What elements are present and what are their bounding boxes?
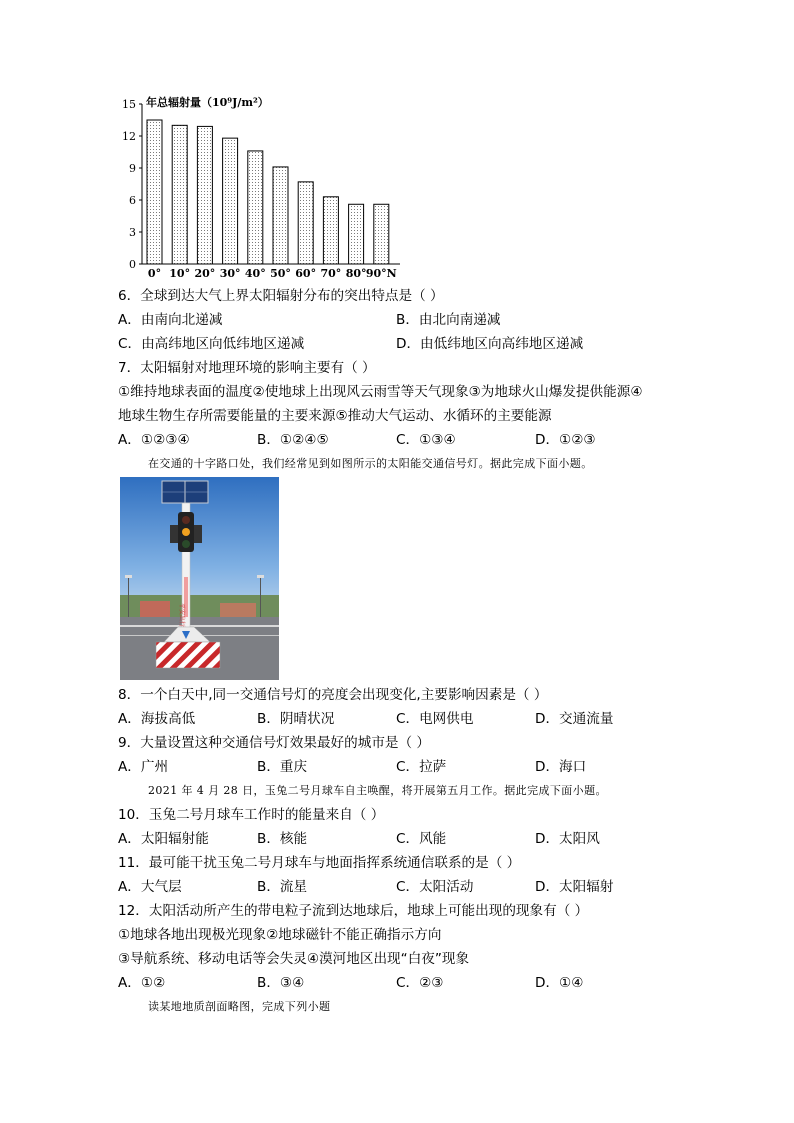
y-tick-label: 3 (129, 226, 136, 239)
solar-traffic-light-photo (120, 477, 279, 680)
y-tick-label: 15 (122, 98, 136, 111)
q11-stem: 11．最可能干扰玉兔二号月球车与地面指挥系统通信联系的是（ ） (118, 855, 521, 871)
q6-option-a[interactable]: A．由南向北递减 (118, 312, 223, 328)
q7-stem: 7．太阳辐射对地理环境的影响主要有（ ） (118, 360, 376, 376)
bar (248, 151, 263, 264)
q10-option-c[interactable]: C．风能 (396, 831, 447, 847)
q9-stem: 9．大量设置这种交通信号灯效果最好的城市是（ ） (118, 735, 431, 751)
pole-sign-text: 平安出行 (178, 603, 185, 628)
q7-statements-line1: ①维持地球表面的温度②使地球上出现风云雨雪等天气现象③为地球火山爆发提供能源④ (118, 384, 643, 400)
y-tick-label: 0 (129, 258, 136, 271)
q7-statements-line2: 地球生物生存所需要能量的主要来源⑤推动大气运动、水循环的主要能源 (118, 408, 552, 424)
x-tick-label: 70° (320, 267, 342, 280)
x-tick-label: 90°N (365, 267, 397, 280)
q10-stem: 10．玉兔二号月球车工作时的能量来自（ ） (118, 807, 385, 823)
bar (147, 120, 162, 264)
q9-option-a[interactable]: A．广州 (118, 759, 169, 775)
q12-option-c[interactable]: C．②③ (396, 975, 444, 991)
q10-option-d[interactable]: D．太阳风 (535, 831, 600, 847)
q12-option-b[interactable]: B．③④ (257, 975, 305, 991)
chart-bars (147, 120, 389, 264)
q8-stem: 8．一个白天中,同一交通信号灯的亮度会出现变化,主要影响因素是（ ） (118, 687, 548, 703)
intro-note-geology: 读某地地质剖面略图，完成下列小题 (148, 1000, 331, 1013)
q11-option-d[interactable]: D．太阳辐射 (535, 879, 614, 895)
q6-option-c[interactable]: C．由高纬地区向低纬地区递减 (118, 336, 305, 352)
q9-option-d[interactable]: D．海口 (535, 759, 587, 775)
q12-stem: 12．太阳活动所产生的带电粒子流到达地球后，地球上可能出现的现象有（ ） (118, 903, 589, 919)
y-tick-label: 6 (129, 194, 136, 207)
q9-option-b[interactable]: B．重庆 (257, 759, 308, 775)
x-tick-label: 20° (194, 267, 216, 280)
q8-option-c[interactable]: C．电网供电 (396, 711, 474, 727)
q6-option-b[interactable]: B．由北向南递减 (396, 312, 501, 328)
x-tick-label: 10° (169, 267, 191, 280)
radiation-bar-chart (110, 88, 410, 288)
q10-option-b[interactable]: B．核能 (257, 831, 308, 847)
bar (273, 167, 288, 264)
x-tick-label: 50° (270, 267, 291, 280)
chart-title: 年总辐射量（10⁹J/m²） (146, 96, 269, 109)
bar (349, 204, 364, 264)
y-tick-label: 12 (122, 130, 136, 143)
chart-x-ticks (148, 267, 397, 280)
intro-note-yutu: 2021 年 4 月 28 日，玉兔二号月球车自主唤醒，将开展第五月工作。据此完成下面小题。 (148, 784, 607, 797)
q12-statements-line1: ①地球各地出现极光现象②地球磁针不能正确指示方向 (118, 927, 442, 943)
q7-option-a[interactable]: A．①②③④ (118, 432, 190, 448)
bar (323, 197, 338, 264)
bar (197, 126, 212, 264)
q11-option-a[interactable]: A．大气层 (118, 879, 182, 895)
bar (172, 125, 187, 264)
q10-option-a[interactable]: A．太阳辐射能 (118, 831, 209, 847)
q12-option-d[interactable]: D．①④ (535, 975, 584, 991)
x-tick-label: 80° (345, 267, 367, 280)
q8-option-d[interactable]: D．交通流量 (535, 711, 614, 727)
x-tick-label: 0° (147, 267, 162, 280)
bar (223, 138, 238, 264)
q12-option-a[interactable]: A．①② (118, 975, 166, 991)
q7-option-d[interactable]: D．①②③ (535, 432, 596, 448)
q8-option-a[interactable]: A．海拔高低 (118, 711, 196, 727)
bar (298, 182, 313, 264)
q9-option-c[interactable]: C．拉萨 (396, 759, 447, 775)
x-tick-label: 30° (219, 267, 241, 280)
x-tick-label: 60° (295, 267, 317, 280)
x-tick-label: 40° (244, 267, 266, 280)
chart-y-ticks (122, 98, 142, 271)
intro-note-traffic-light: 在交通的十字路口处，我们经常见到如图所示的太阳能交通信号灯。据此完成下面小题。 (148, 457, 593, 470)
q6-stem: 6．全球到达大气上界太阳辐射分布的突出特点是（ ） (118, 288, 444, 304)
q6-option-d[interactable]: D．由低纬地区向高纬地区递减 (396, 336, 584, 352)
bar (374, 204, 389, 264)
q7-option-b[interactable]: B．①②④⑤ (257, 432, 329, 448)
q8-option-b[interactable]: B．阴晴状况 (257, 711, 335, 727)
q11-option-b[interactable]: B．流星 (257, 879, 308, 895)
y-tick-label: 9 (129, 162, 136, 175)
q11-option-c[interactable]: C．太阳活动 (396, 879, 474, 895)
q12-statements-line2: ③导航系统、移动电话等会失灵④漠河地区出现“白夜”现象 (118, 951, 470, 967)
q7-option-c[interactable]: C．①③④ (396, 432, 456, 448)
